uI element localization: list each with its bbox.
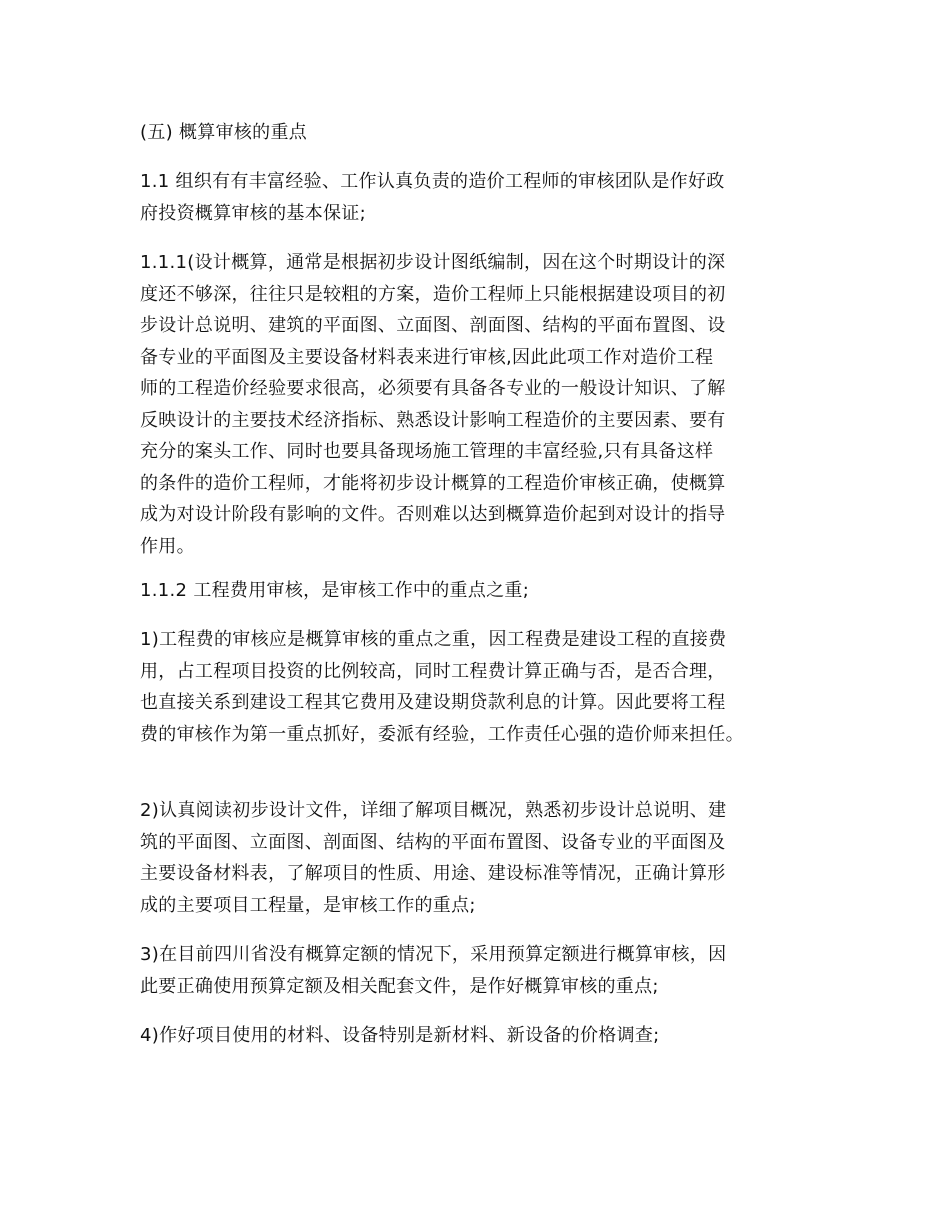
- text-line: 备专业的平面图及主要设备材料表来进行审核,因此此项工作对造价工程: [140, 346, 714, 368]
- paragraph-1-1-2: [140, 575, 820, 607]
- text-line: 也直接关系到建设工程其它费用及建设期贷款利息的计算。因此要将工程: [140, 692, 726, 713]
- text-line: 的条件的造价工程师，才能将初步设计概算的工程造价审核正确，使概算: [140, 472, 726, 494]
- text-line: 1)工程费的审核应是概算审核的重点之重，因工程费是建设工程的直接费: [140, 629, 727, 650]
- text-line: 3)在目前四川省没有概算定额的情况下，采用预算定额进行概算审核，因: [140, 944, 727, 965]
- text-line: 1.1.2 工程费用审核，是审核工作中的重点之重;: [140, 580, 530, 601]
- text-line: 费的审核作为第一重点抓好，委派有经验，工作责任心强的造价师来担任。: [140, 723, 744, 745]
- paragraph-item-3: [140, 939, 820, 1002]
- text-line: 此要正确使用预算定额及相关配套文件，是作好概算审核的重点;: [140, 975, 659, 997]
- text-line: 反映设计的主要技术经济指标、熟悉设计影响工程造价的主要因素、要有: [140, 409, 726, 431]
- text-line: 用，占工程项目投资的比例较高，同时工程费计算正确与否，是否合理，: [140, 660, 726, 682]
- text-line: 府投资概算审核的基本保证;: [140, 202, 366, 224]
- paragraph-1-1-1: [140, 247, 820, 562]
- section-heading: [140, 117, 820, 149]
- text-line: 1.1 组织有有丰富经验、工作认真负责的造价工程师的审核团队是作好政: [140, 171, 725, 192]
- paragraph-item-1: [140, 624, 820, 750]
- text-line: 筑的平面图、立面图、剖面图、结构的平面布置图、设备专业的平面图及: [140, 831, 726, 853]
- text-line: 作用。: [140, 535, 195, 557]
- paragraph-item-4: [140, 1020, 820, 1052]
- text-line: 度还不够深，往往只是较粗的方案，造价工程师上只能根据建设项目的初: [140, 283, 726, 305]
- text-line: 1.1.1(设计概算，通常是根据初步设计图纸编制，因在这个时期设计的深: [140, 252, 726, 273]
- text-line: 4)作好项目使用的材料、设备特别是新材料、新设备的价格调查;: [140, 1025, 660, 1046]
- text-line: 成的主要项目工程量，是审核工作的重点;: [140, 894, 476, 916]
- text-line: 主要设备材料表，了解项目的性质、用途、建设标准等情况，正确计算形: [140, 863, 726, 884]
- paragraph-item-2: [140, 795, 820, 921]
- text-line: 师的工程造价经验要求很高，必须要有具备各专业的一般设计知识、了解: [140, 378, 726, 399]
- text-line: 成为对设计阶段有影响的文件。否则难以达到概算造价起到对设计的指导: [140, 504, 726, 525]
- heading-line: (五) 概算审核的重点: [140, 122, 308, 143]
- text-line: 充分的案头工作、同时也要具备现场施工管理的丰富经验,只有具备这样: [140, 441, 714, 462]
- text-line: 2)认真阅读初步设计文件，详细了解项目概况，熟悉初步设计总说明、建: [140, 800, 727, 821]
- paragraph-1-1: [140, 166, 820, 229]
- text-line: 步设计总说明、建筑的平面图、立面图、剖面图、结构的平面布置图、设: [140, 315, 726, 336]
